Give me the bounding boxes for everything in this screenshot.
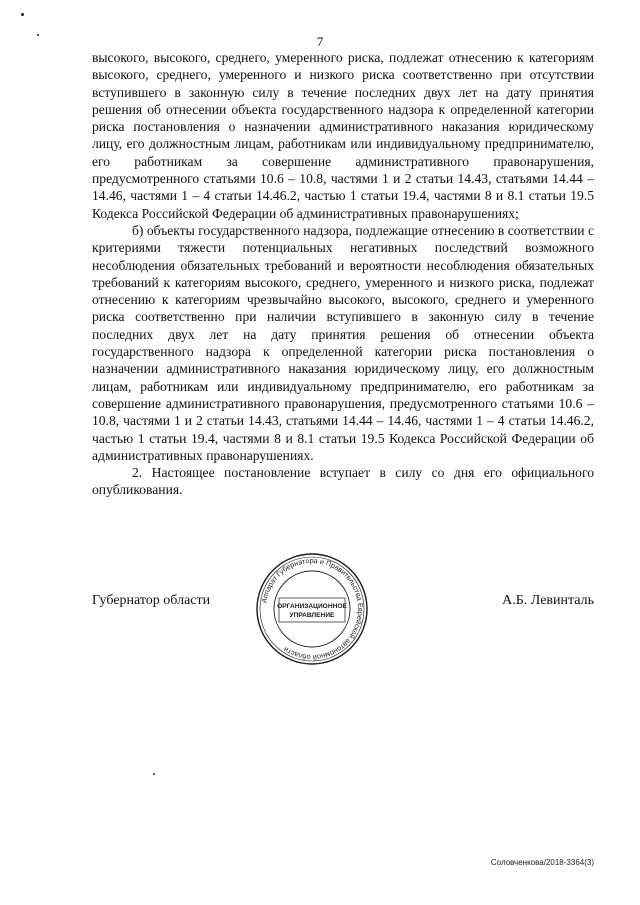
signatory-title: Губернатор области bbox=[92, 593, 211, 608]
scan-speck bbox=[153, 773, 155, 775]
paragraph-continuation: высокого, высокого, среднего, умеренного риска, подлежат отнесению к категориям высокого, среднего, умеренного и низкого риска соответственно при отсутствии вступившего в законную силу в течение последних двух лет на дату принятия решения об отнесении объекта государственного надзора к определенной категории риска постановления о назначении административного наказания юридическому лицу, его должностным лицам, работникам или индивидуальному предпринимателю, его работникам за совершение административного правонарушения, предусмотренного статьями 10.6 – 10.8, частями 1 и 2 статьи 14.43, статьями 14.44 – 14.46, частями 1 – 4 статьи 14.46.2, частью 1 статьи 19.4, частями 8 и 8.1 статьи 19.5 Кодекса Российской Федерации об административных правонарушениях; bbox=[92, 50, 594, 221]
seal-center-line2: УПРАВЛЕНИЕ bbox=[289, 612, 335, 619]
signatory-name: А.Б. Левинталь bbox=[502, 593, 594, 608]
seal-center-line1: ОРГАНИЗАЦИОННОЕ bbox=[277, 603, 347, 610]
document-reference-code: Соловченкова/2018-3364(3) bbox=[490, 858, 594, 867]
official-seal bbox=[255, 552, 369, 666]
paragraph-item-b: б) объекты государственного надзора, подлежащие отнесению в соответствии с критериями тяжести потенциальных негативных последствий возможного несоблюдения обязательных требований и вероятности несоблюдения обязательных требований к категориям высокого, среднего, умеренного и низкого риска, подлежат отнесению к категориям чрезвычайно высокого, высокого, среднего и умеренного риска соответственно при наличии вступившего в законную силу в течение последних двух лет на дату принятия решения об отнесении объекта государственного надзора к определенной категории риска постановления о назначении административного наказания юридическому лицу, его должностным лицам, работникам или индивидуальному предпринимателю, его работникам за совершение административного правонарушения, предусмотренного статьями 10.6 – 10.8, частями 1 и 2 статьи 14.43, статьями 14.44 – 14.46, частями 1 – 4 статьи 14.46.2, частью 1 статьи 19.4, частями 8 и 8.1 статьи 19.5 Кодекса Российской Федерации об административных правонарушениях. bbox=[92, 222, 594, 463]
page-number: 7 bbox=[316, 34, 324, 49]
document-body bbox=[92, 49, 594, 499]
scan-speck bbox=[21, 13, 24, 16]
paragraph-effective-date: 2. Настоящее постановление вступает в силу со дня его официального опубликования. bbox=[92, 465, 594, 498]
seal-ring-text: Аппарат Губернатора и Правительства Еврейской автономной области bbox=[259, 555, 366, 663]
